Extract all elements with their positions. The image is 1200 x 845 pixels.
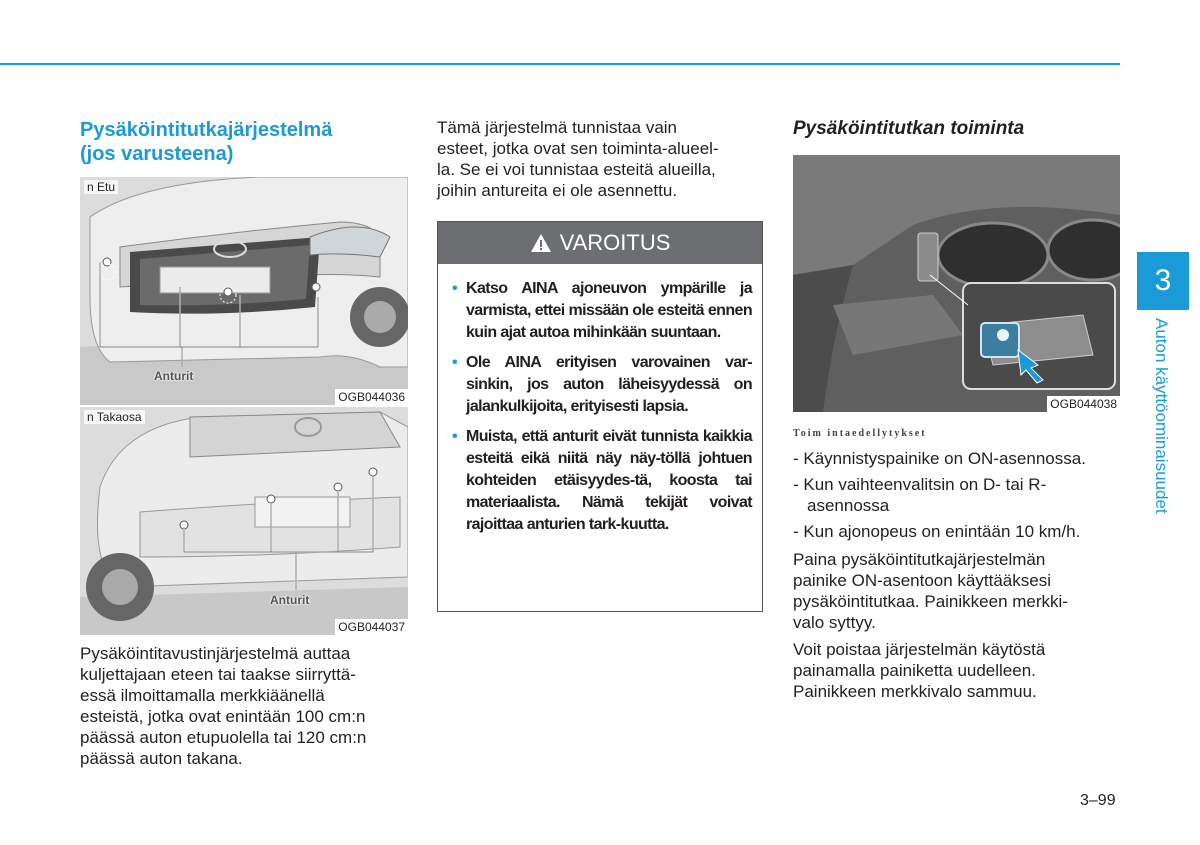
front-figure-label: n Etu bbox=[84, 180, 118, 194]
chapter-title: Auton käyttöominaisuudet bbox=[1152, 318, 1171, 514]
warning-item: • Katso AINA ajoneuvon ympärille ja varmista, ettei missään ole esteitä ennen kuin ajat autoa mihinkään suuntaan. bbox=[452, 280, 752, 341]
conditions-title: Toim intaedellytykset bbox=[793, 428, 927, 439]
rear-car-drawing bbox=[80, 407, 408, 635]
conditions-list bbox=[793, 448, 1120, 547]
bullet-icon: • bbox=[452, 428, 458, 445]
activation-paragraph: Paina pysäköintitutkajärjestelmän painike ON-asentoon käyttääksesi pysäköintitutkaa. Painikkeen merkki- valo syttyy. bbox=[793, 550, 1068, 632]
section-title: Pysäköintitutkajärjestelmä (jos varusteena) bbox=[80, 119, 333, 165]
rear-car-illustration bbox=[80, 407, 408, 635]
deactivation-paragraph: Voit poistaa järjestelmän käytöstä painamalla painiketta uudelleen. Painikkeen merkkivalo sammuu. bbox=[793, 640, 1046, 701]
rear-sensor-label: Anturit bbox=[270, 593, 310, 607]
warning-box bbox=[437, 221, 763, 612]
bullet-icon: • bbox=[452, 280, 458, 297]
console-drawing bbox=[793, 155, 1120, 412]
page-number: 3–99 bbox=[1080, 792, 1116, 809]
warning-list bbox=[438, 264, 762, 536]
intro-paragraph: Pysäköintitavustinjärjestelmä auttaa kuljettajaan eteen tai taakse siirryttä- essä ilmoittamalla merkkiäänellä esteistä, jotka ovat enintään 100 cm:n päässä auton etupuolella tai 120 cm:n päässä auton takana. bbox=[80, 644, 367, 768]
console-figure-code: OGB044038 bbox=[1047, 396, 1120, 412]
condition-item: - Käynnistyspainike on ON-asennossa. bbox=[793, 449, 1086, 468]
front-car-drawing bbox=[80, 177, 408, 405]
header-rule bbox=[0, 63, 1120, 65]
warning-title: VAROITUS bbox=[559, 230, 671, 255]
operation-heading: Pysäköintitutkan toiminta bbox=[793, 118, 1025, 139]
front-sensor-label: Anturit bbox=[154, 369, 194, 383]
bullet-icon: • bbox=[452, 354, 458, 371]
condition-item: - Kun vaihteenvalitsin on D- tai R-asennossa bbox=[793, 475, 1047, 515]
range-paragraph: Tämä järjestelmä tunnistaa vain esteet, jotka ovat sen toiminta-alueel- la. Se ei voi tunnistaa esteitä alueilla, joihin antureita ei ole asennettu. bbox=[437, 118, 719, 200]
warning-header bbox=[438, 222, 762, 264]
rear-figure-label: n Takaosa bbox=[84, 410, 145, 424]
console-illustration bbox=[793, 155, 1120, 412]
rear-figure-code: OGB044037 bbox=[335, 619, 408, 635]
warning-item: • Ole AINA erityisen varovainen var-sinkin, jos auton läheisyydessä on jalankulkijoita, erityisesti lapsia. bbox=[452, 354, 752, 415]
condition-item: - Kun ajonopeus on enintään 10 km/h. bbox=[793, 522, 1081, 541]
warning-item: • Muista, että anturit eivät tunnista kaikkia esteitä eikä niitä näy näy-töllä johtuen kohteiden etäisyydes-tä, koosta tai materiaalista. Nämä tekijät voivat rajoittaa anturien tark-kuutta. bbox=[452, 428, 752, 533]
front-car-illustration bbox=[80, 177, 408, 405]
chapter-number-tab: 3 bbox=[1137, 252, 1189, 310]
front-figure-code: OGB044036 bbox=[335, 389, 408, 405]
warning-triangle-icon bbox=[530, 233, 552, 253]
